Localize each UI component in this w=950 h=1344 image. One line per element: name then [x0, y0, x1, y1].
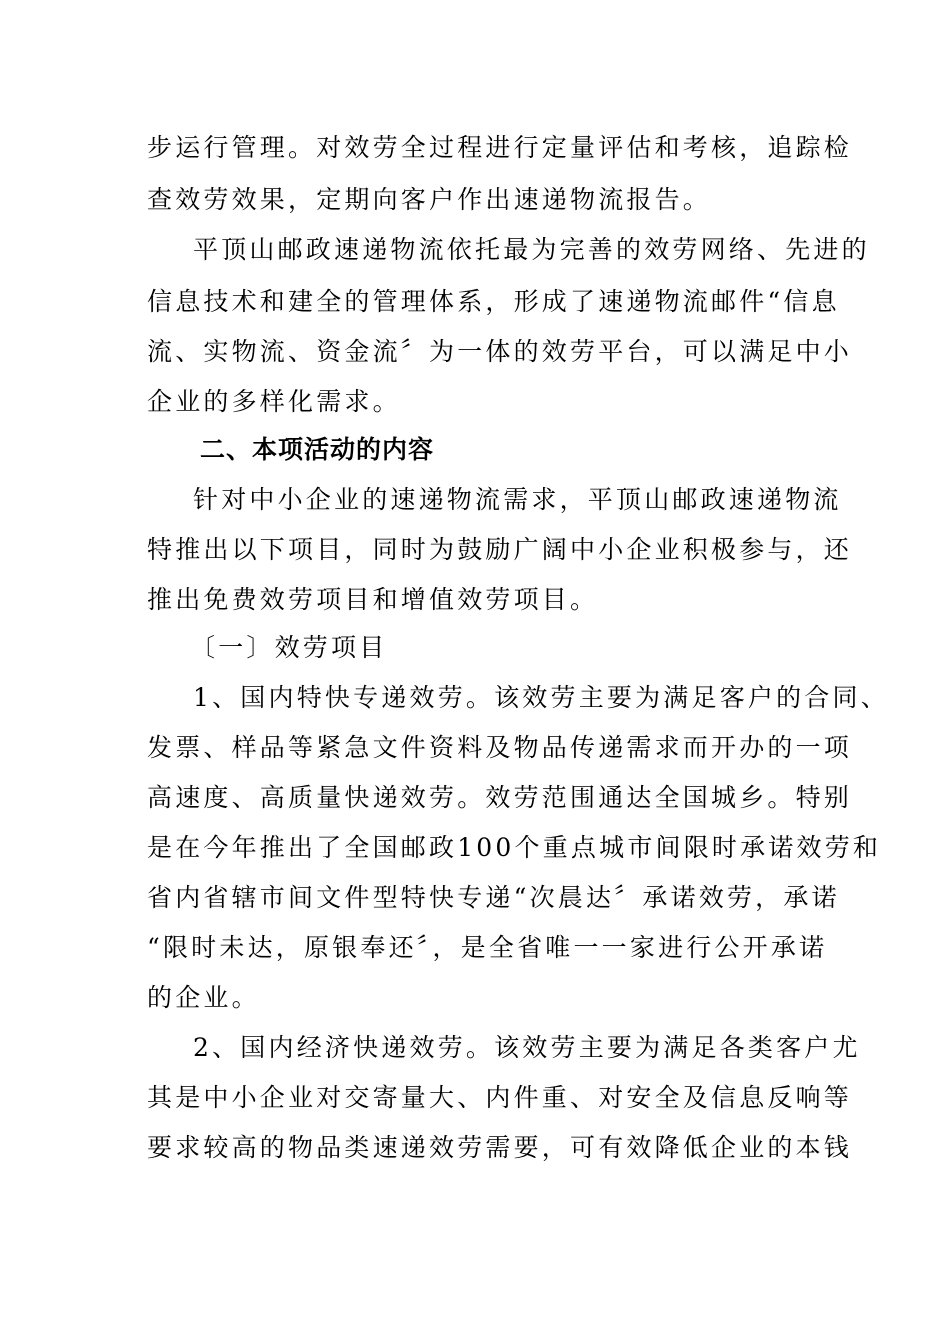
body-text-line: 平顶山邮政速递物流依托最为完善的效劳网络、先进的 — [193, 235, 870, 264]
body-text-line: 查效劳效果，定期向客户作出速递物流报告。 — [147, 185, 712, 214]
body-text-line: 省内省辖市间文件型特快专递“次晨达〞承诺效劳，承诺 — [147, 883, 840, 912]
body-text-line: 是在今年推出了全国邮政100个重点城市间限时承诺效劳和 — [147, 833, 882, 862]
subsection-heading: 〔一〕效劳项目 — [190, 633, 388, 662]
body-text-line: 推出免费效劳项目和增值效劳项目。 — [147, 585, 599, 614]
body-text-line: 发票、样品等紧急文件资料及物品传递需求而开办的一项 — [147, 733, 853, 762]
body-text-line: 步运行管理。对效劳全过程进行定量评估和考核，追踪检 — [147, 133, 853, 162]
body-text-line: 信息技术和建全的管理体系，形成了速递物流邮件“信息 — [147, 287, 840, 316]
body-text-line: 1、国内特快专递效劳。该效劳主要为满足客户的合同、 — [193, 683, 889, 712]
body-text-line: 针对中小企业的速递物流需求，平顶山邮政速递物流 — [193, 485, 842, 514]
body-text-line: 2、国内经济快递效劳。该效劳主要为满足各类客户尤 — [193, 1033, 861, 1062]
body-text-line: “限时未达，原银奉还〞，是全省唯一一家进行公开承诺 — [147, 933, 828, 962]
body-text-line: 企业的多样化需求。 — [147, 387, 401, 416]
body-text-line: 要求较高的物品类速递效劳需要，可有效降低企业的本钱 — [147, 1133, 853, 1162]
body-text-line: 的企业。 — [147, 983, 260, 1012]
body-text-line: 特推出以下项目，同时为鼓励广阔中小企业积极参与，还 — [147, 535, 853, 564]
body-text-line: 流、实物流、资金流〞为一体的效劳平台，可以满足中小 — [147, 337, 853, 366]
body-text-line: 高速度、高质量快递效劳。效劳范围通达全国城乡。特别 — [147, 783, 853, 812]
body-text-line: 其是中小企业对交寄量大、内件重、对安全及信息反响等 — [147, 1083, 853, 1112]
section-heading: 二、本项活动的内容 — [200, 435, 435, 464]
